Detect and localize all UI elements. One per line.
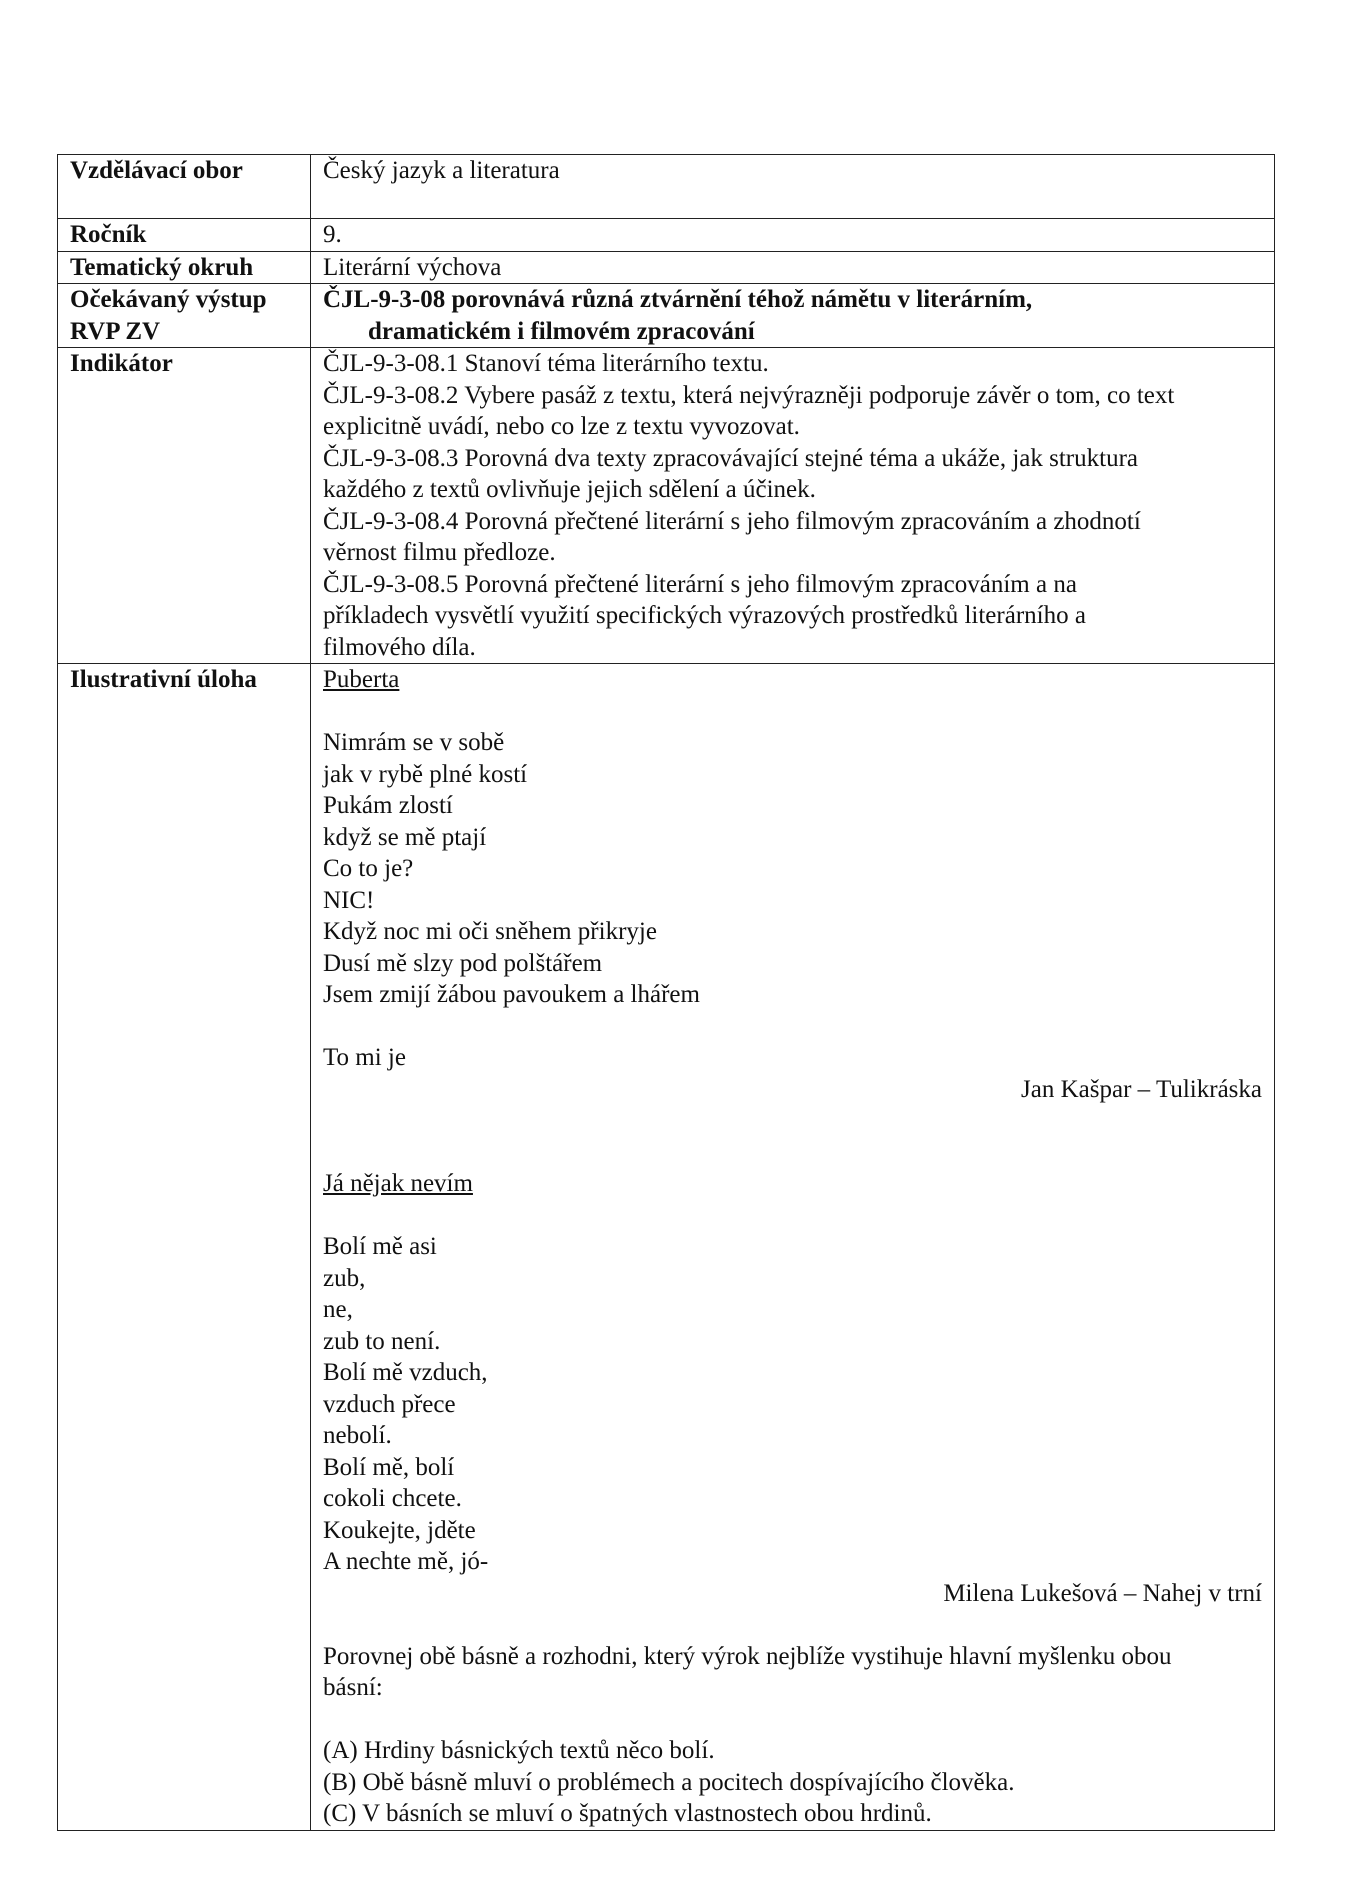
indikator-line: příkladech vysvětlí využití specifických výrazových prostředků literárního a: [323, 602, 1086, 629]
label-vystup: [58, 284, 311, 348]
poem2-line: nebolí.: [323, 1422, 392, 1449]
question-line2: básní:: [323, 1674, 383, 1701]
vystup-line1: ČJL-9-3-08 porovnává různá ztvárnění téhož námětu v literárním,: [323, 286, 1033, 313]
indikator-line: ČJL-9-3-08.4 Porovná přečtené literární s jeho filmovým zpracováním a zhodnotí: [323, 507, 1141, 535]
poem2-line: vzduch přece: [323, 1390, 456, 1418]
poem2-line: Bolí mě vzduch,: [323, 1359, 488, 1386]
poem1-line: Nimrám se v sobě: [323, 729, 505, 756]
answer-option: (B) Obě básně mluví o problémech a pocitech dospívajícího člověka.: [323, 1768, 1015, 1796]
poem1-line: když se mě ptají: [323, 823, 487, 851]
poem1-line: Jsem zmijí žábou pavoukem a lhářem: [323, 981, 700, 1008]
label-obor: Vzdělávací obor: [58, 155, 311, 219]
poem2-line: zub to není.: [323, 1327, 441, 1355]
poem2-title: Já nějak nevím: [323, 1170, 473, 1197]
row-obor: [58, 155, 1275, 219]
indikator-line: filmového díla.: [323, 633, 476, 661]
indikator-line: věrnost filmu předloze.: [323, 539, 556, 566]
label-vystup-line2: RVP ZV: [70, 317, 161, 345]
row-vystup: [58, 284, 1275, 348]
indikator-line: ČJL-9-3-08.5 Porovná přečtené literární s jeho filmovým zpracováním a na: [323, 570, 1077, 598]
poem2-line: cokoli chcete.: [323, 1485, 462, 1512]
poem1-line: Dusí mě slzy pod polštářem: [323, 949, 603, 977]
value-okruh: Literární výchova: [311, 251, 1275, 284]
value-vystup: [311, 284, 1275, 348]
poem1-line: NIC!: [323, 886, 375, 914]
poem1-line: Co to je?: [323, 855, 414, 882]
poem2-line: ne,: [323, 1296, 353, 1323]
row-indikator: [58, 348, 1275, 664]
question-line1: Porovnej obě básně a rozhodni, který výrok nejblíže vystihuje hlavní myšlenku obou: [323, 1642, 1172, 1670]
indikator-line: ČJL-9-3-08.1 Stanoví téma literárního textu.: [323, 350, 769, 377]
row-okruh: [58, 251, 1275, 284]
label-rocnik: Ročník: [58, 219, 311, 252]
poem1-author: Jan Kašpar – Tulikráska: [1021, 1075, 1262, 1103]
label-uloha: Ilustrativní úloha: [58, 664, 311, 1831]
row-uloha: [58, 664, 1275, 1831]
poem1-title: Puberta: [323, 666, 400, 693]
poem2-line: Bolí mě, bolí: [323, 1453, 455, 1481]
row-rocnik: [58, 219, 1275, 252]
poem1-line: jak v rybě plné kostí: [323, 760, 528, 788]
vystup-line2: dramatickém i filmovém zpracování: [368, 317, 755, 345]
answer-option: (C) V básních se mluví o špatných vlastnostech obou hrdinů.: [323, 1800, 932, 1827]
answer-option: (A) Hrdiny básnických textů něco bolí.: [323, 1737, 715, 1764]
value-indikator: [311, 348, 1275, 664]
label-okruh: Tematický okruh: [58, 251, 311, 284]
indikator-line: každého z textů ovlivňuje jejich sdělení a účinek.: [323, 476, 816, 503]
value-uloha: [311, 664, 1275, 1831]
poem1-line: Pukám zlostí: [323, 792, 453, 819]
poem1-line: Když noc mi oči sněhem přikryje: [323, 918, 657, 945]
indikator-line: ČJL-9-3-08.2 Vybere pasáž z textu, která nejvýrazněji podporuje závěr o tom, co text: [323, 381, 1175, 409]
poem1-ending: To mi je: [323, 1044, 406, 1071]
indikator-line: explicitně uvádí, nebo co lze z textu vyvozovat.: [323, 413, 800, 440]
poem2-author: Milena Lukešová – Nahej v trní: [943, 1579, 1262, 1607]
poem2-line: Koukejte, jděte: [323, 1516, 476, 1544]
value-obor: Český jazyk a literatura: [311, 155, 1275, 219]
label-vystup-line1: Očekávaný výstup: [70, 286, 267, 313]
poem2-line: A nechte mě, jó-: [323, 1548, 489, 1575]
poem2-line: zub,: [323, 1264, 366, 1292]
label-indikator: Indikátor: [58, 348, 311, 664]
poem2-line: Bolí mě asi: [323, 1233, 437, 1260]
indikator-line: ČJL-9-3-08.3 Porovná dva texty zpracovávající stejné téma a ukáže, jak struktura: [323, 444, 1138, 472]
value-rocnik: 9.: [311, 219, 1275, 252]
curriculum-table: [57, 154, 1275, 1831]
